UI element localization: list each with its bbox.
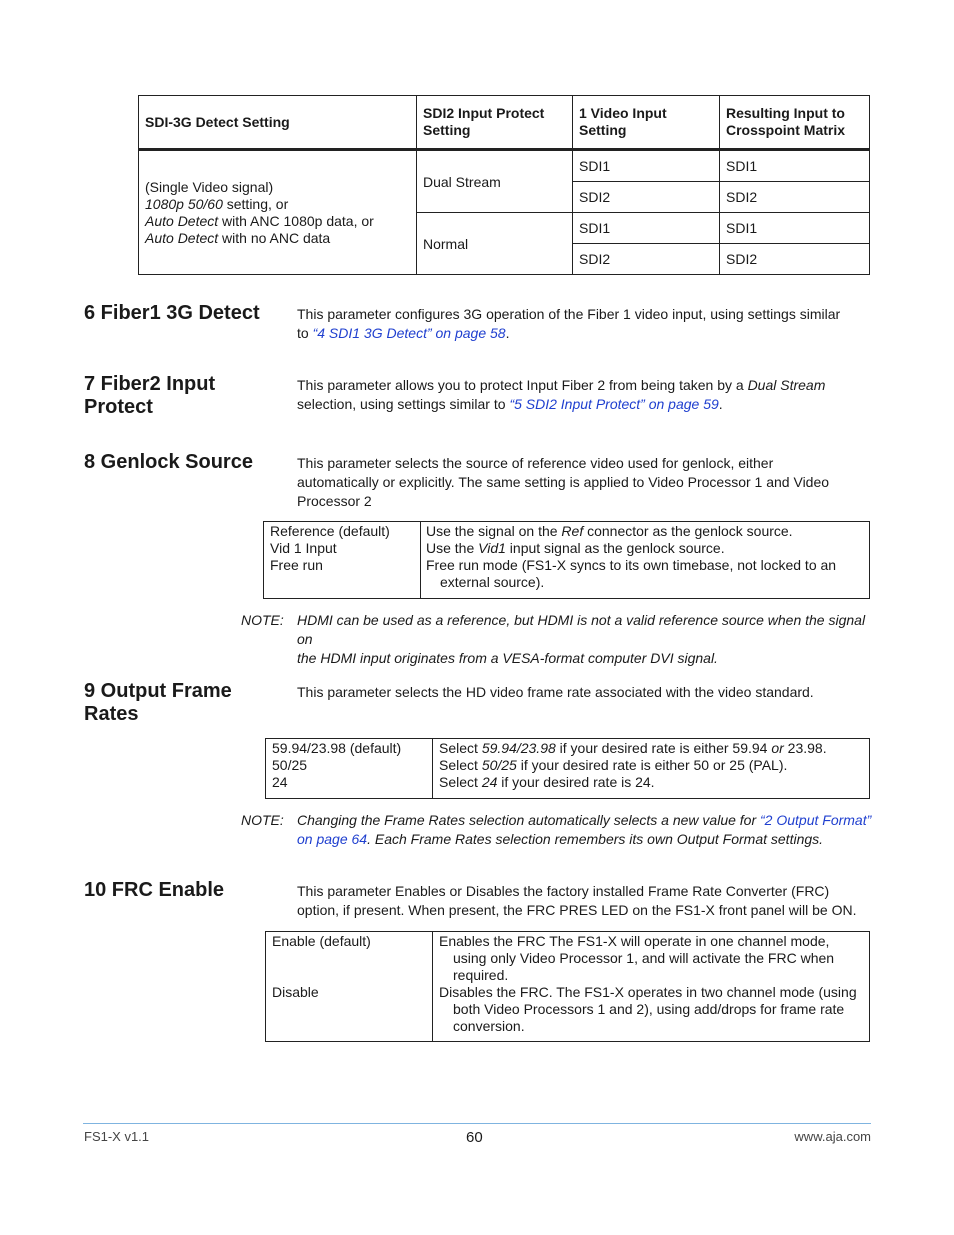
section-text: This parameter selects the HD video frame rate associated with the video standard. bbox=[297, 684, 814, 700]
footer-product: FS1-X v1.1 bbox=[84, 1129, 150, 1144]
option-descriptions: Enables the FRC The FS1-X will operate in one channel mode, using only Video Processor 1, and will activate the FRC when required. Disables the FRC. The FS1-X operates in two channel mode (using both Video Processors 1 and 2), using add/drops for frame rate conversion. bbox=[439, 933, 857, 1034]
result-cell: SDI2 bbox=[720, 182, 870, 213]
footer-rule bbox=[83, 1123, 871, 1124]
protect-cell: Dual Stream bbox=[417, 150, 573, 213]
genlock-options-table bbox=[263, 521, 870, 599]
col-header: 1 Video Input Setting bbox=[573, 96, 720, 150]
col-header: SDI2 Input Protect Setting bbox=[417, 96, 573, 150]
result-cell: SDI2 bbox=[720, 244, 870, 275]
section-text: This parameter allows you to protect Input Fiber 2 from being taken by a Dual Stream selection, using settings similar to “5 SDI2 Input Protect” on page 59. bbox=[297, 377, 826, 412]
note-text: HDMI can be used as a reference, but HDMI is not a valid reference source when the signal on the HDMI input originates from a VESA-format computer DVI signal. bbox=[297, 612, 866, 666]
option-list: 59.94/23.98 (default) 50/25 24 bbox=[272, 740, 402, 790]
section-text: This parameter selects the source of reference video used for genlock, either automatically or explicitly. The same setting is applied to Video Processor 1 and Video Processor 2 bbox=[297, 455, 830, 509]
section-heading: 6 Fiber1 3G Detect bbox=[84, 302, 260, 324]
frame-rate-options-table bbox=[265, 738, 870, 799]
section-heading: 7 Fiber2 Input Protect bbox=[84, 373, 216, 418]
option-descriptions: Select 59.94/23.98 if your desired rate is either 59.94 or 23.98. Select 50/25 if your desired rate is either 50 or 25 (PAL). Select 24 if your desired rate is 24. bbox=[439, 740, 827, 790]
col-header: Resulting Input to Crosspoint Matrix bbox=[720, 96, 870, 150]
result-cell: SDI1 bbox=[720, 213, 870, 244]
cross-ref-link[interactable]: “5 SDI2 Input Protect” on page 59 bbox=[509, 396, 719, 412]
option-list: Reference (default) Vid 1 Input Free run bbox=[270, 523, 390, 573]
section-text: This parameter configures 3G operation of the Fiber 1 video input, using settings similar to “4 SDI1 3G Detect” on page 58. bbox=[297, 306, 841, 341]
detect-setting-cell: (Single Video signal) 1080p 50/60 setting, or Auto Detect with ANC 1080p data, or Auto Detect with no ANC data bbox=[139, 150, 417, 275]
input-cell: SDI1 bbox=[573, 213, 720, 244]
option-list: Enable (default) Disable bbox=[272, 933, 371, 1000]
input-cell: SDI1 bbox=[573, 150, 720, 182]
table-row bbox=[139, 150, 870, 182]
section-text: This parameter Enables or Disables the factory installed Frame Rate Converter (FRC) option, if present. When present, the FRC PRES LED on the FS1-X front panel will be ON. bbox=[297, 883, 857, 918]
note-text: Changing the Frame Rates selection automatically selects a new value for “2 Output Format” on page 64. Each Frame Rates selection remembers its own Output Format settings. bbox=[297, 812, 872, 847]
page-number: 60 bbox=[466, 1129, 483, 1146]
section-heading: 9 Output Frame Rates bbox=[84, 680, 232, 725]
cross-ref-link[interactable]: “2 Output Format” bbox=[760, 812, 872, 828]
input-cell: SDI2 bbox=[573, 182, 720, 213]
note-label: NOTE: bbox=[241, 612, 284, 628]
col-header: SDI-3G Detect Setting bbox=[139, 96, 417, 150]
input-cell: SDI2 bbox=[573, 244, 720, 275]
crosspoint-table bbox=[138, 95, 870, 275]
protect-cell: Normal bbox=[417, 213, 573, 275]
cross-ref-link[interactable]: on page 64 bbox=[297, 831, 368, 847]
frc-options-table bbox=[265, 931, 870, 1042]
section-heading: 8 Genlock Source bbox=[84, 451, 253, 473]
section-heading: 10 FRC Enable bbox=[84, 879, 225, 901]
note-label: NOTE: bbox=[241, 812, 284, 828]
cross-ref-link[interactable]: “4 SDI1 3G Detect” on page 58 bbox=[312, 325, 506, 341]
result-cell: SDI1 bbox=[720, 150, 870, 182]
footer-url[interactable]: www.aja.com bbox=[794, 1129, 871, 1144]
option-descriptions: Use the signal on the Ref connector as the genlock source. Use the Vid1 input signal as the genlock source. Free run mode (FS1-X syncs to its own timebase, not locked to an external source). bbox=[426, 523, 837, 590]
